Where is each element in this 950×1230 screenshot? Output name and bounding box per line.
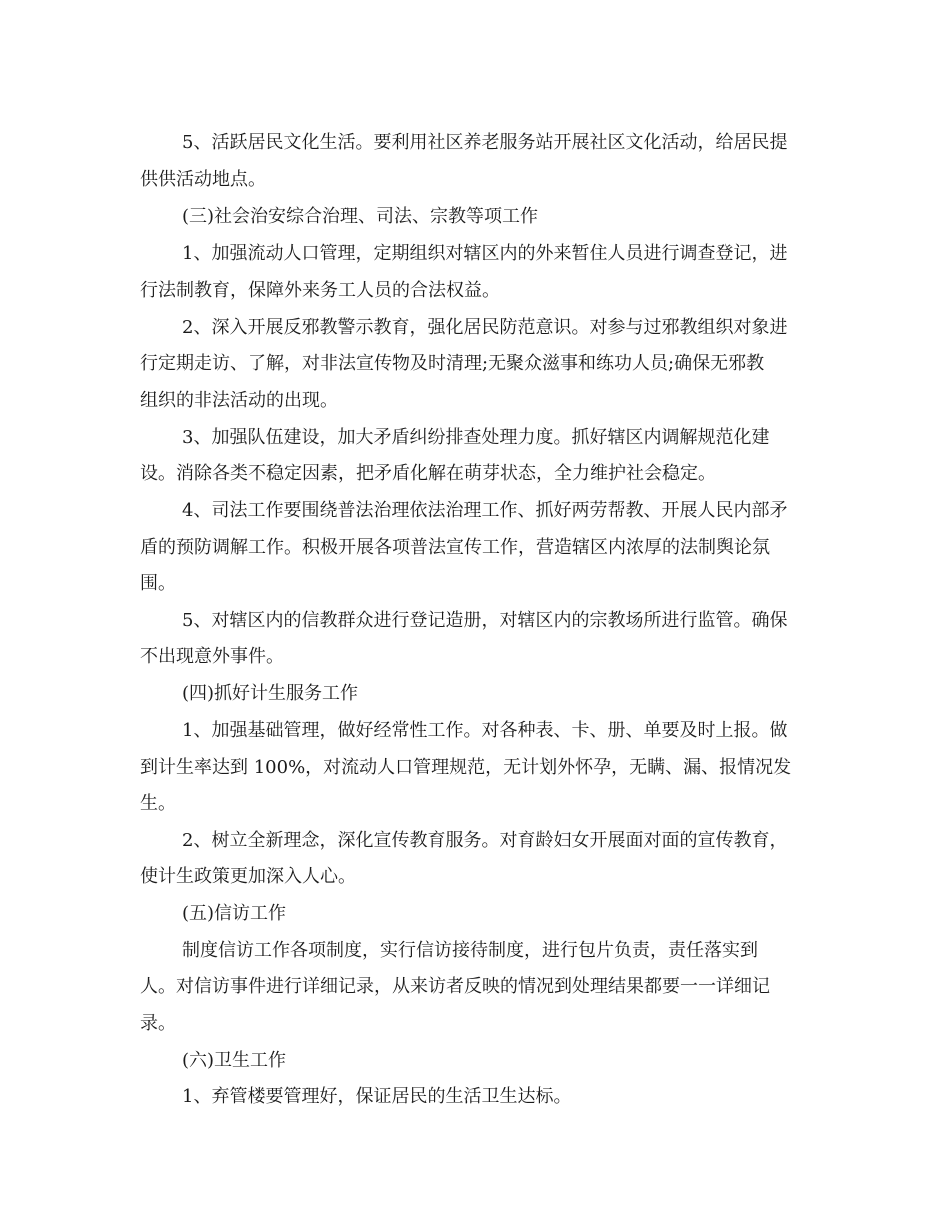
- text-line: 行法制教育，保障外来务工人员的合法权益。: [140, 280, 500, 301]
- text-line: 5、对辖区内的信教群众进行登记造册，对辖区内的宗教场所进行监管。确保: [182, 610, 788, 631]
- text-line: 1、弃管楼要管理好，保证居民的生活卫生达标。: [182, 1086, 572, 1107]
- text-line: 制度信访工作各项制度，实行信访接待制度，进行包片负责，责任落实到: [182, 940, 758, 961]
- section-heading: (六)卫生工作: [182, 1050, 287, 1071]
- text-line: 使计生政策更加深入人心。: [140, 866, 356, 887]
- text-line: 组织的非法活动的出现。: [140, 390, 338, 411]
- text-line: 5、活跃居民文化生活。要利用社区养老服务站开展社区文化活动，给居民提: [182, 132, 788, 153]
- section-heading: (三)社会治安综合治理、司法、宗教等项工作: [182, 206, 539, 227]
- text-line: 到计生率达到 100%，对流动人口管理规范，无计划外怀孕，无瞒、漏、报情况发: [140, 757, 792, 778]
- text-line: 供供活动地点。: [140, 169, 266, 190]
- text-line: 设。消除各类不稳定因素，把矛盾化解在萌芽状态，全力维护社会稳定。: [140, 463, 716, 484]
- section-heading: (五)信访工作: [182, 903, 287, 924]
- section-heading: (四)抓好计生服务工作: [182, 683, 359, 704]
- text-line: 1、加强基础管理，做好经常性工作。对各种表、卡、册、单要及时上报。做: [182, 720, 788, 741]
- text-line: 4、司法工作要围绕普法治理依法治理工作、抓好两劳帮教、开展人民内部矛: [182, 500, 788, 521]
- text-line: 不出现意外事件。: [140, 646, 284, 667]
- text-line: 2、树立全新理念，深化宣传教育服务。对育龄妇女开展面对面的宣传教育，: [182, 830, 788, 851]
- text-line: 人。对信访事件进行详细记录，从来访者反映的情况到处理结果都要一一详细记: [140, 976, 770, 997]
- text-line: 2、深入开展反邪教警示教育，强化居民防范意识。对参与过邪教组织对象进: [182, 317, 788, 338]
- text-line: 1、加强流动人口管理，定期组织对辖区内的外来暂住人员进行调查登记，进: [182, 243, 788, 264]
- text-line: 盾的预防调解工作。积极开展各项普法宣传工作，营造辖区内浓厚的法制舆论氛: [140, 537, 770, 558]
- text-line: 围。: [140, 573, 176, 594]
- text-line: 行定期走访、了解，对非法宣传物及时清理;无聚众滋事和练功人员;确保无邪教: [140, 353, 765, 374]
- text-line: 3、加强队伍建设，加大矛盾纠纷排查处理力度。抓好辖区内调解规范化建: [182, 427, 770, 448]
- text-line: 生。: [140, 793, 176, 814]
- text-line: 录。: [140, 1013, 176, 1034]
